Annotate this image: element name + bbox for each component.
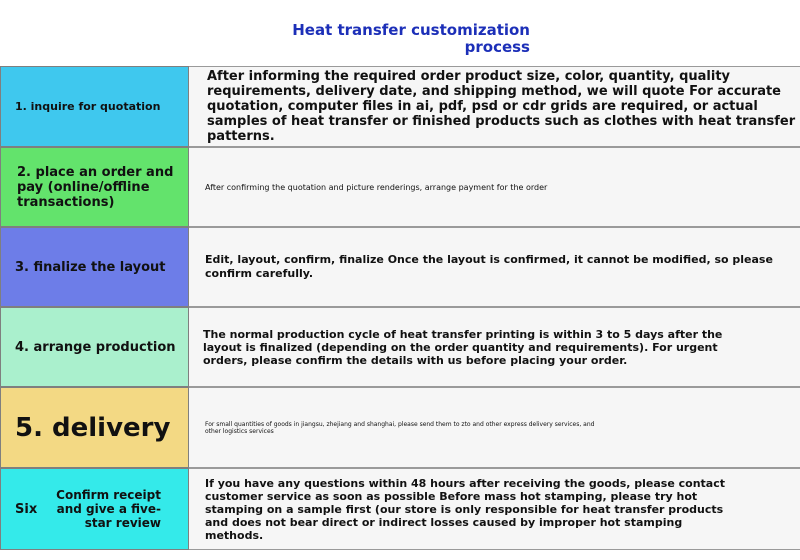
table-row — [0, 227, 800, 307]
step-description: For small quantities of goods in jiangsu, zhejiang and shanghai, please send them to zto and other express delivery services, and other logistics services — [189, 387, 800, 468]
step-label: 2. place an order and pay (online/offline transactions) — [0, 147, 189, 227]
table-row — [0, 66, 800, 147]
step-sublabel: Confirm receipt and give a five-star review — [56, 488, 161, 530]
step-description: The normal production cycle of heat transfer printing is within 3 to 5 days after the layout is finalized (depending on the order quantity and requirements). For urgent orders, please confirm the details with us before placing your order. — [189, 307, 800, 387]
page-title: Heat transfer customization process — [292, 21, 530, 56]
step-cell — [0, 468, 189, 550]
step-label: 3. finalize the layout — [0, 227, 189, 307]
step-label: 5. delivery — [0, 387, 189, 468]
step-description: After confirming the quotation and picture renderings, arrange payment for the order — [189, 147, 800, 227]
table-row — [0, 147, 800, 227]
step-description: After informing the required order product size, color, quantity, quality requirements, delivery date, and shipping method, we will quote For accurate quotation, computer files in ai, pdf, psd or cdr grids are required, or actual samples of heat transfer or finished products such as clothes with heat transfer patterns. — [189, 66, 800, 147]
step-label: 4. arrange production — [0, 307, 189, 387]
step-label: Six — [15, 501, 38, 517]
table-row — [0, 468, 800, 550]
step-label: 1. inquire for quotation — [0, 66, 189, 147]
step-description: If you have any questions within 48 hours after receiving the goods, please contact customer service as soon as possible Before mass hot stamping, please try hot stamping on a sample first (our store is only responsible for heat transfer products and does not bear direct or indirect losses caused by improper hot stamping methods. — [189, 468, 800, 550]
table-row — [0, 307, 800, 387]
step-description: Edit, layout, confirm, finalize Once the layout is confirmed, it cannot be modified, so please confirm carefully. — [189, 227, 800, 307]
table-row — [0, 387, 800, 468]
